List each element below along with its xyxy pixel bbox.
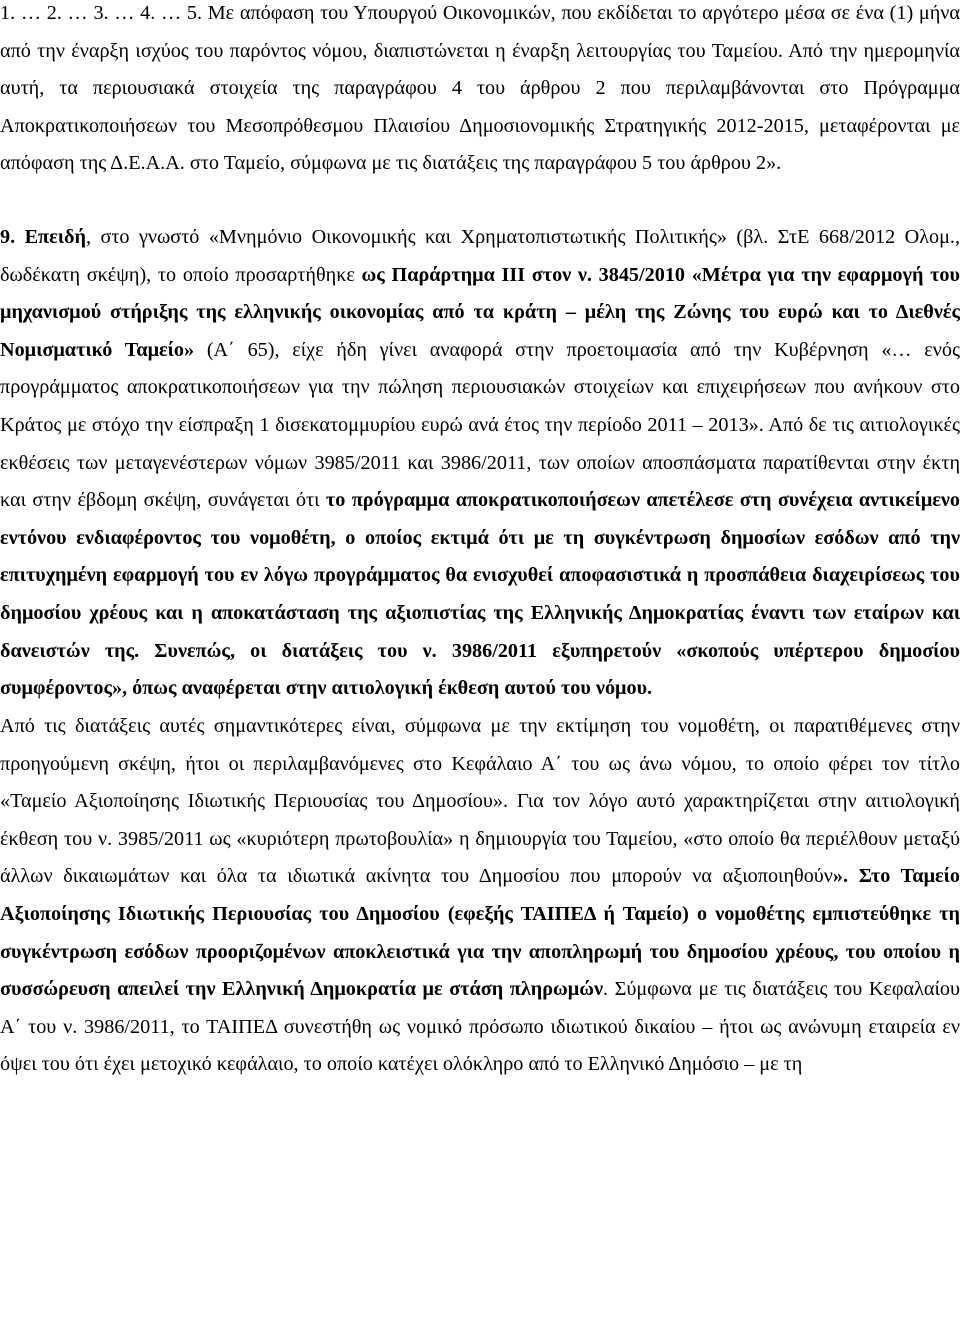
paragraph-text: . Σύμφωνα με τις διατάξεις του Κεφαλαίου Α΄ του ν. 3986/2011, το ΤΑΙΠΕΔ συνεστήθη ως νομικό πρόσωπο ιδιωτικού δικαίου – ήτοι ως ανώνυμη εταιρεία εν όψει του ότι έχει μετοχικό κεφάλαιο, το οποίο κατέχει ολόκληρο από το Ελληνικό Δημόσιο – με τη: [0, 978, 960, 1076]
paragraph-article-quote: [0, 0, 960, 183]
paragraph-text: 1. … 2. … 3. … 4. … 5. Με απόφαση του Υπουργού Οικονομικών, που εκδίδεται το αργότερο μέσα σε ένα (1) μήνα από την έναρξη ισχύος του παρόντος νόμου, διαπιστώνεται η έναρξη λειτουργίας του Ταμείου. Από την ημερομηνία αυτή, τα περιουσιακά στοιχεία της παραγράφου 4 του άρθρου 2 που περιλαμβάνονται στο Πρόγραμμα Αποκρατικοποιήσεων του Μεσοπρόθεσμου Πλαισίου Δημοσιονομικής Στρατηγικής 2012-2015, μεταφέρονται με απόφαση της Δ.Ε.Α.Α. στο Ταμείο, σύμφωνα με τις διατάξεις της παραγράφου 5 του άρθρου 2».: [0, 2, 960, 175]
paragraph-text: Από τις διατάξεις αυτές σημαντικότερες είναι, σύμφωνα με την εκτίμηση του νομοθέτη, οι παρατιθέμενες στην προηγούμενη σκέψη, ήτοι οι περιλαμβανόμενες στο Κεφάλαιο Α΄ του ως άνω νόμου, το οποίο φέρει τον τίτλο «Ταμείο Αξιοποίησης Ιδιωτικής Περιουσίας του Δημοσίου». Για τον λόγο αυτό χαρακτηρίζεται στην αιτιολογική έκθεση του ν. 3985/2011 ως «κυριότερη πρωτοβουλία» η δημιουργία του Ταμείου, «στο οποίο θα περιέλθουν μεταξύ άλλων δικαιωμάτων και όλα τα ιδιωτικά ακίνητα του Δημοσίου που μπορούν να αξιοποιηθούν: [0, 715, 960, 888]
paragraph-number: 9.: [0, 226, 16, 248]
paragraph-continuation: [0, 708, 960, 1084]
paragraph-lead-word: Επειδή: [24, 226, 86, 248]
bold-law-reference: ως Παράρτημα ΙΙΙ στον ν. 3845/2010 «Μέτρα για την εφαρμογή του μηχανισμού στήριξης της ελληνικής οικονομίας από τα κράτη – μέλη της Ζώνης του ευρώ και το Διεθνές Νομισματικό Ταμείο»: [0, 263, 960, 361]
bold-emphasis-program: το πρόγραμμα αποκρατικοποιήσεων απετέλεσε στη συνέχεια αντικείμενο εντόνου ενδιαφέροντος του νομοθέτη, ο οποίος εκτιμά ότι με τη συγκέντρωση δημοσίων εσόδων από την επιτυχημένη εφαρμογή του εν λόγω προγράμματος θα ενισχυθεί αποφασιστικά η προσπάθεια διαχειρίσεως του δημοσίου χρέους και η αποκατάσταση της αξιοπιστίας της Ελληνικής Δημοκρατίας έναντι των εταίρων και δανειστών της.: [0, 489, 960, 662]
paragraph-text: , στο γνωστό «Μνημόνιο Οικονομικής και Χρηματοπιστωτικής Πολιτικής» (βλ. ΣτΕ 668/2012 Ολομ., δωδέκατη σκέψη), το οποίο προσαρτήθηκε: [0, 226, 960, 286]
bold-emphasis-conclusion: Συνεπώς, οι διατάξεις του ν. 3986/2011 εξυπηρετούν «σκοπούς υπέρτερου δημοσίου συμφέροντος», όπως αναφέρεται στην αιτιολογική έκθεση αυτού του νόμου.: [0, 639, 960, 700]
paragraph-9: [0, 219, 960, 708]
paragraph-text: (Α΄ 65), είχε ήδη γίνει αναφορά στην προετοιμασία από την Κυβέρνηση «… ενός προγράμματος αποκρατικοποιήσεων για την πώληση περιουσιακών στοιχείων και επιχειρήσεων που ανήκουν στο Κράτος με στόχο την είσπραξη 1 δισεκατομμυρίου ευρώ ανά έτος την περίοδο 2011 – 2013». Από δε τις αιτιολογικές εκθέσεις των μεταγενέστερων νόμων 3985/2011 και 3986/2011, των οποίων αποσπάσματα παρατίθενται στην έκτη και στην έβδομη σκέψη, συνάγεται ότι: [0, 338, 960, 512]
spacer-text: [139, 640, 154, 662]
bold-emphasis-taiped: ». Στο Ταμείο Αξιοποίησης Ιδιωτικής Περιουσίας του Δημοσίου (εφεξής ΤΑΙΠΕΔ ή Ταμείο) ο νομοθέτης εμπιστεύθηκε τη συγκέντρωση εσόδων προοριζομένων αποκλειστικά για την αποπληρωμή του δημοσίου χρέους, του οποίου η συσσώρευση απειλεί την Ελληνική Δημοκρατία με στάση πληρωμών: [0, 865, 960, 1001]
